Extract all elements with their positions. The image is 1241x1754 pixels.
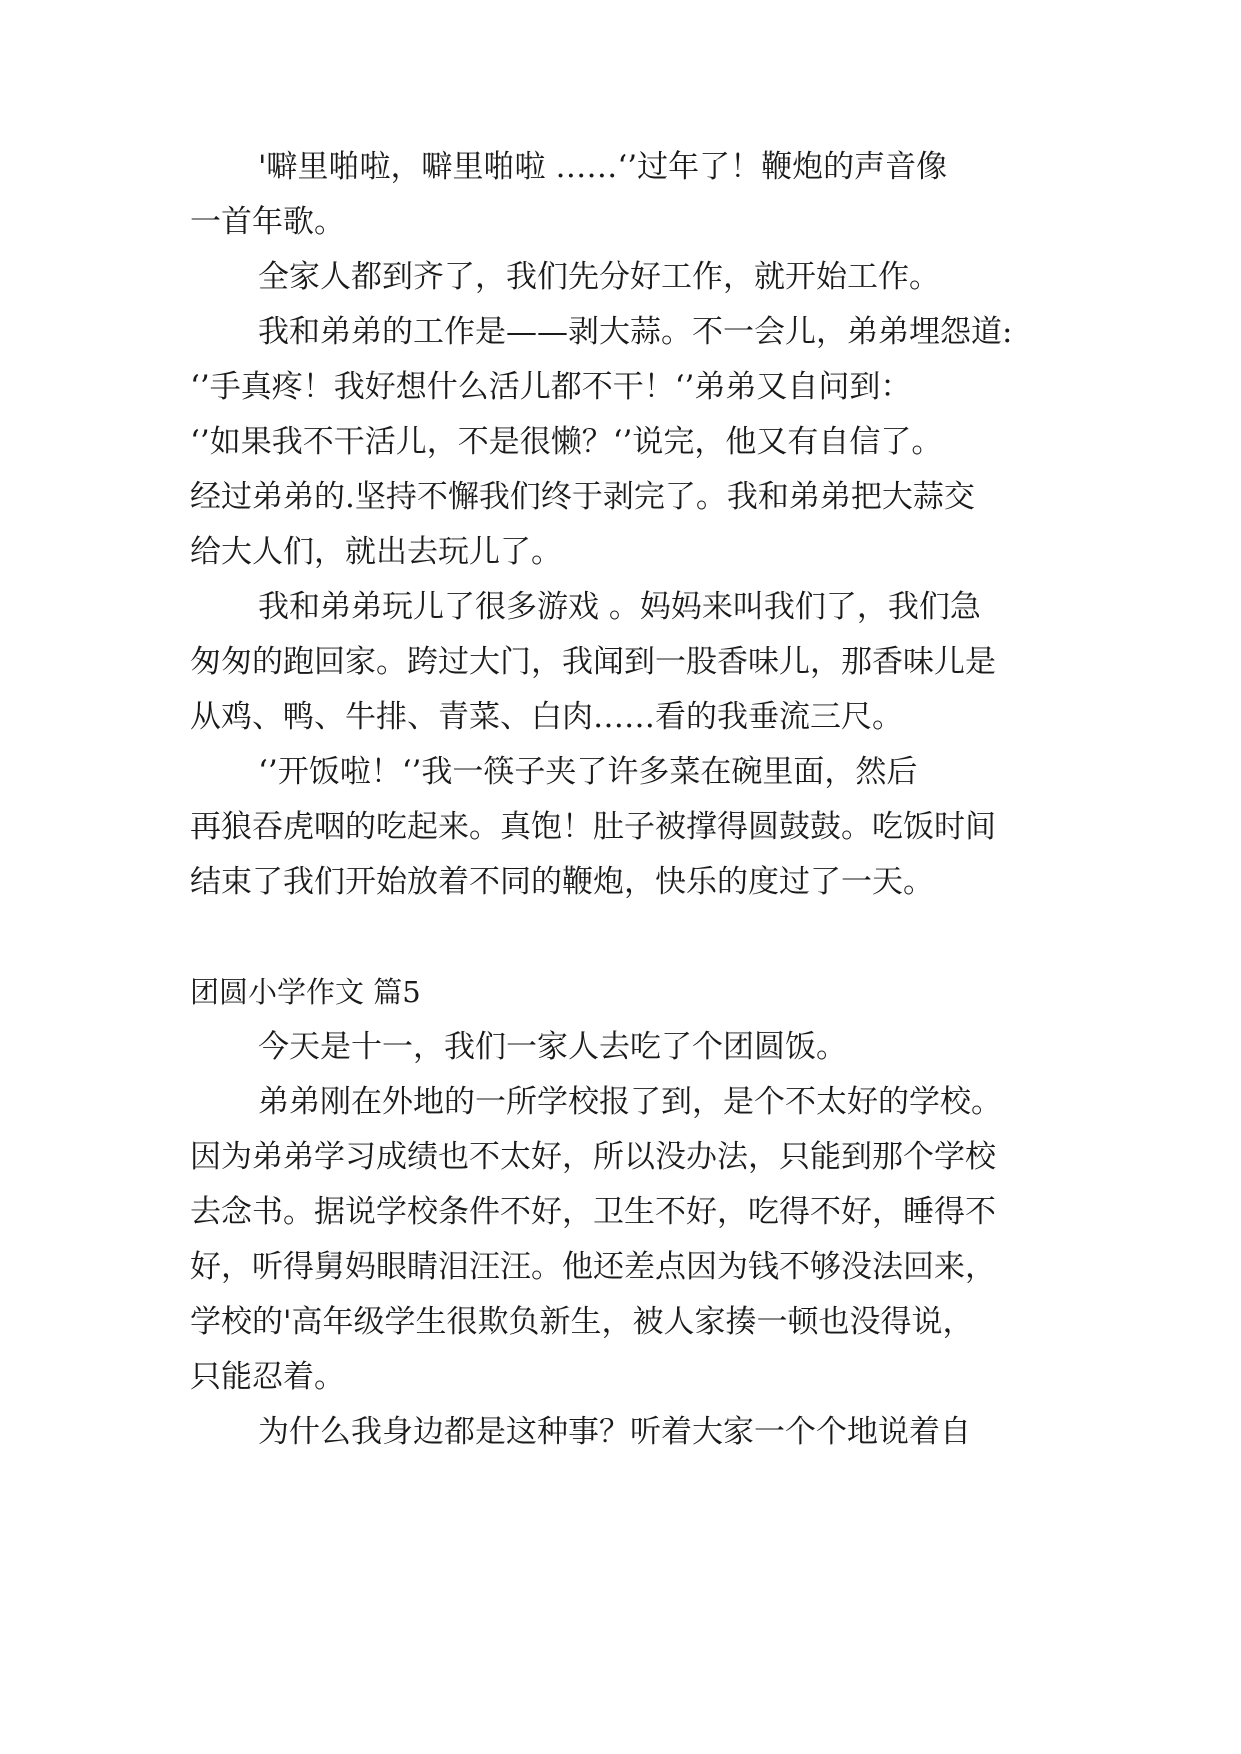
paragraph-3-line-2: ‘’手真疼！我好想什么活儿都不干！‘’弟弟又自问到： <box>190 369 912 405</box>
paragraph-7-line-3: 去念书。据说学校条件不好，卫生不好，吃得不好，睡得不 <box>190 1194 996 1230</box>
paragraph-5-line-3: 结束了我们开始放着不同的鞭炮，快乐的度过了一天。 <box>190 864 934 900</box>
paragraph-3-line-5: 给大人们，就出去玩儿了。 <box>190 534 562 570</box>
paragraph-7-line-2: 因为弟弟学习成绩也不太好，所以没办法，只能到那个学校 <box>190 1139 996 1175</box>
paragraph-7-line-1: 弟弟刚在外地的一所学校报了到，是个不太好的学校。 <box>258 1084 1002 1120</box>
paragraph-3-line-3: ‘’如果我不干活儿，不是很懒？‘’说完，他又有自信了。 <box>190 424 943 460</box>
paragraph-1-line-2: 一首年歌。 <box>190 204 345 240</box>
paragraph-5-line-2: 再狼吞虎咽的吃起来。真饱！肚子被撑得圆鼓鼓。吃饭时间 <box>190 809 996 845</box>
paragraph-1-line-1: '噼里啪啦，噼里啪啦 ……‘’过年了！鞭炮的声音像 <box>258 149 948 185</box>
paragraph-4-line-2: 匆匆的跑回家。跨过大门，我闻到一股香味儿，那香味儿是 <box>190 644 996 680</box>
section-heading: 团圆小学作文 篇5 <box>190 975 421 1009</box>
paragraph-3-line-1: 我和弟弟的工作是——剥大蒜。不一会儿，弟弟埋怨道: <box>258 314 1013 350</box>
paragraph-3-line-4: 经过弟弟的.坚持不懈我们终于剥完了。我和弟弟把大蒜交 <box>190 479 975 515</box>
paragraph-4-line-1: 我和弟弟玩儿了很多游戏 。妈妈来叫我们了，我们急 <box>258 589 981 625</box>
paragraph-2-line-1: 全家人都到齐了，我们先分好工作，就开始工作。 <box>258 259 940 295</box>
paragraph-7-line-4: 好，听得舅妈眼睛泪汪汪。他还差点因为钱不够没法回来， <box>190 1249 996 1285</box>
paragraph-8-line-1: 为什么我身边都是这种事？听着大家一个个地说着自 <box>258 1414 971 1450</box>
paragraph-7-line-6: 只能忍着。 <box>190 1359 345 1395</box>
paragraph-6-line-1: 今天是十一，我们一家人去吃了个团圆饭。 <box>258 1029 847 1065</box>
paragraph-7-line-5: 学校的'高年级学生很欺负新生，被人家揍一顿也没得说， <box>190 1304 974 1340</box>
paragraph-4-line-3: 从鸡、鸭、牛排、青菜、白肉……看的我垂流三尺。 <box>190 699 903 735</box>
paragraph-5-line-1: ‘’开饭啦！‘’我一筷子夹了许多菜在碗里面，然后 <box>258 754 918 790</box>
